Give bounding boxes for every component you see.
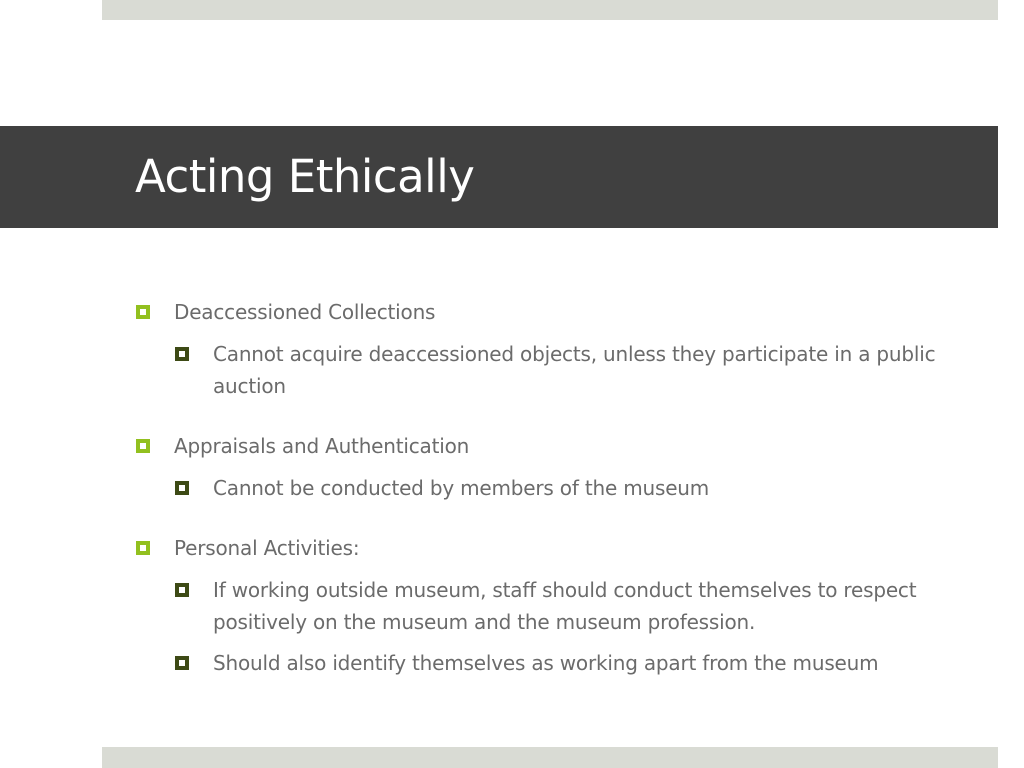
- bullet-group-deaccessioned: [135, 296, 975, 402]
- top-accent-bar: [102, 0, 998, 20]
- sub-bullet-text: Cannot be conducted by members of the museum: [213, 476, 710, 500]
- sub-bullet-item: [174, 338, 975, 402]
- sub-bullet-item: [174, 574, 975, 638]
- square-bullet-icon: [136, 541, 150, 555]
- sub-bullet-item: [174, 647, 975, 679]
- sub-bullet-item: [174, 472, 975, 504]
- sub-bullet-text: If working outside museum, staff should conduct themselves to respect positively on the museum and the museum profession.: [213, 578, 917, 634]
- bullet-item: [135, 532, 975, 564]
- square-bullet-icon: [175, 583, 189, 597]
- bullet-text: Deaccessioned Collections: [174, 300, 436, 324]
- square-bullet-icon: [136, 439, 150, 453]
- square-bullet-icon: [175, 656, 189, 670]
- square-bullet-icon: [175, 481, 189, 495]
- bottom-accent-bar: [102, 747, 998, 768]
- bullet-item: [135, 430, 975, 462]
- bullet-group-personal: [135, 532, 975, 679]
- slide-content: [135, 296, 975, 707]
- square-bullet-icon: [136, 305, 150, 319]
- bullet-text: Personal Activities:: [174, 536, 360, 560]
- square-bullet-icon: [175, 347, 189, 361]
- bullet-group-appraisals: [135, 430, 975, 504]
- bullet-item: [135, 296, 975, 328]
- sub-bullet-text: Cannot acquire deaccessioned objects, unless they participate in a public auction: [213, 342, 936, 398]
- slide-title: Acting Ethically: [135, 150, 475, 203]
- sub-bullet-text: Should also identify themselves as working apart from the museum: [213, 651, 879, 675]
- bullet-text: Appraisals and Authentication: [174, 434, 470, 458]
